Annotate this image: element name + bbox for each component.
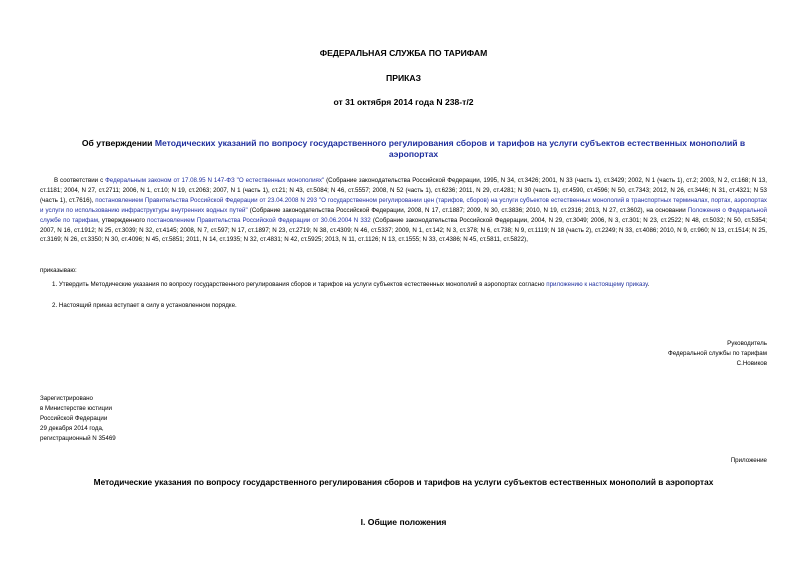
title-prefix: Об утверждении bbox=[81, 138, 155, 148]
fst-regulation-link[interactable]: Положения о Федеральной службе по тарифам bbox=[40, 206, 767, 224]
preamble-text-5: (Собрание законодательства Российской Федерации, 2004, N 29, ст.3049; 2006, N 3, ст.301; N 23, ст.2522; N 48, ст.5032; N 50, ст.5354; 2007, N 16, ст.1912; N 25, ст.3039; N 32, ст.4145; 2008, N 7, ст.597; N 17, ст.1897; N 23, ст.2719; N 38, ст.4309; N 46, ст.5337; 2009, N 1, ст.142; N 3, ст.378; N 6, ст.738; N 9, ст.1119; N 18 (часть 2), ст.2249; N 33, ст.4086; 2010, N 9, ст.960; N 13, ст.1514; N 25, ст.3169; N 26, ст.3350; N 30, ст.4096; N 45, ст.5851; 2011, N 14, ст.1935; N 32, ст.4831; N 42, ст.5925; 2013, N 11, ст.1126; N 13, ст.1555; N 33, ст.4386; N 45, ст.5811, ст.5822), bbox=[40, 216, 767, 244]
agency-heading: ФЕДЕРАЛЬНАЯ СЛУЖБА ПО ТАРИФАМ bbox=[319, 48, 488, 58]
appendix-title: Методические указания по вопросу государственного регулирования сборов и тарифов на услуги субъектов естественных монополий в аэропортах bbox=[93, 477, 714, 487]
appendix-label: Приложение bbox=[730, 457, 767, 464]
preamble-text-1: В соответствии с bbox=[54, 177, 106, 184]
government-resolution-332-link[interactable]: постановлением Правительства Российской Федерации от 30.06.2004 N 332 bbox=[147, 216, 371, 224]
order-intro: приказываю: bbox=[40, 267, 77, 274]
signature-position: Руководитель bbox=[727, 340, 767, 347]
government-resolution-293-link[interactable]: постановлением Правительства Российской Федерации от 23.04.2008 N 293 "О государственном регулировании цен (тарифов, сборов) на услуги субъектов естественных монополий в транспортных терминалах, портах, аэропортах и услуги по использованию инфраструктуры внутренних водных путей" bbox=[40, 196, 767, 214]
preamble-text-2: (Собрание законодательства Российской Федерации, 1995, N 34, ст.3426; 2001, N 33 (часть 1), ст.3429; 2002, N 1 (часть 1), ст.2; 2003, N 2, ст.168; N 13, ст.1181; 2004, N 27, ст.2711; 2006, N 1, ст.10; N 19, ст.2063; 2007, N 1 (часть 1), ст.21; N 43, ст.5084; N 46, ст.5557; 2008, N 52 (часть 1), ст.6236; 2011, N 29, ст.4281; N 30 (часть 1), ст.4590, ст.4596; N 50, ст.7343; 2012, N 26, ст.3446; N 31, ст.4321; N 53 (часть 1), ст.7616), bbox=[40, 177, 767, 204]
order-item-1 bbox=[52, 280, 767, 290]
registration-line-5: регистрационный N 35469 bbox=[40, 435, 116, 442]
order-item-1-text: 1. Утвердить Методические указания по вопросу государственного регулирования сборов и тарифов на услуги субъектов естественных монополий в аэропортах согласно bbox=[52, 281, 547, 288]
doc-type-heading: ПРИКАЗ bbox=[386, 73, 421, 83]
registration-line-4: 29 декабря 2014 года, bbox=[40, 425, 104, 432]
preamble-text-4: , утвержденного bbox=[97, 216, 148, 224]
signature-name: С.Новиков bbox=[736, 360, 767, 367]
preamble-paragraph bbox=[40, 176, 767, 245]
signature-organization: Федеральной службы по тарифам bbox=[668, 350, 767, 357]
document-title bbox=[60, 138, 767, 160]
title-link[interactable]: Методических указаний по вопросу государственного регулирования сборов и тарифов на услуги субъектов естественных монополий в аэропортах bbox=[154, 138, 746, 159]
preamble-text-3: (Собрание законодательства Российской Федерации, 2008, N 17, ст.1887; 2009, N 30, ст.3836; 2010, N 19, ст.2316; 2013, N 27, ст.3602), на основании bbox=[247, 206, 688, 214]
registration-line-1: Зарегистрировано bbox=[40, 395, 93, 402]
doc-date-number: от 31 октября 2014 года N 238-т/2 bbox=[333, 97, 474, 107]
section-heading: I. Общие положения bbox=[360, 517, 447, 527]
federal-law-link[interactable]: Федеральным законом от 17.08.95 N 147-ФЗ "О естественных монополиях" bbox=[105, 177, 325, 184]
signature-block bbox=[668, 339, 767, 369]
registration-block bbox=[40, 394, 116, 444]
appendix-link[interactable]: приложению к настоящему приказу bbox=[546, 281, 648, 288]
registration-line-3: Российской Федерации bbox=[40, 415, 108, 422]
registration-line-2: в Министерстве юстиции bbox=[40, 405, 113, 412]
order-item-1-end: . bbox=[647, 281, 650, 288]
order-item-2: 2. Настоящий приказ вступает в силу в установленном порядке. bbox=[52, 302, 237, 309]
